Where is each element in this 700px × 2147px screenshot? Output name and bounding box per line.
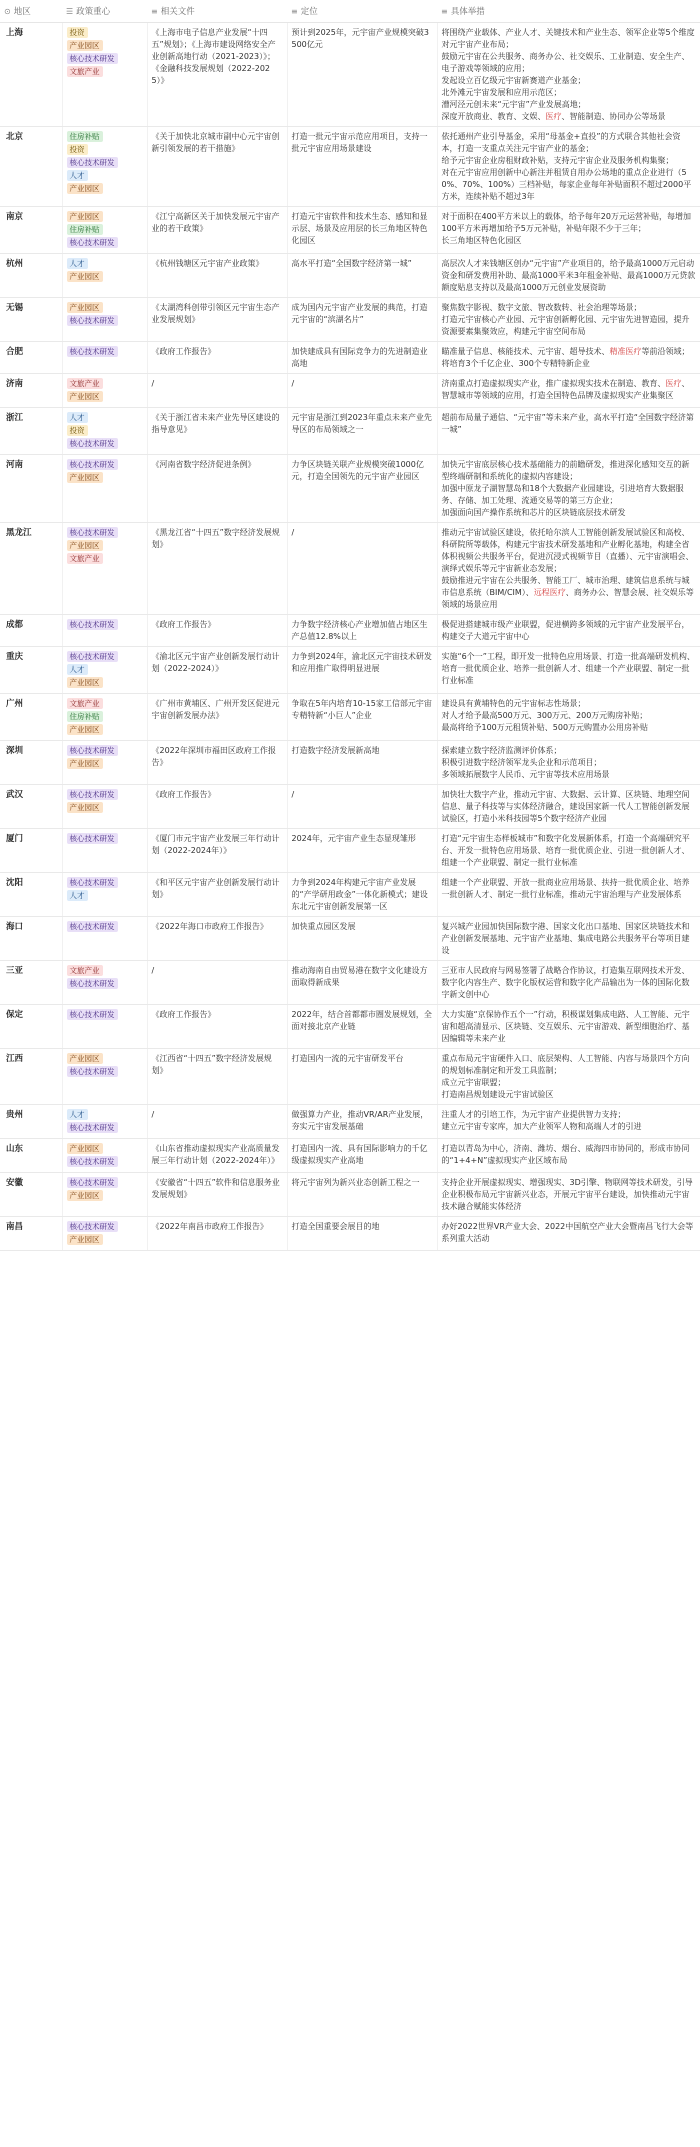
policy-tag: 核心技术研发	[67, 346, 118, 357]
policy-tag: 核心技术研发	[67, 1221, 118, 1232]
focus-cell[interactable]	[62, 961, 147, 1005]
table-header-row	[0, 0, 700, 23]
focus-cell[interactable]	[62, 741, 147, 785]
region-column-header[interactable]: ⊙ 地区	[0, 0, 62, 23]
measures-column-header[interactable]: ≡ 具体举措	[437, 0, 700, 23]
docs-cell[interactable]: 《和平区元宇宙产业创新发展行动计划》	[147, 873, 287, 917]
measures-cell[interactable]	[437, 1217, 700, 1251]
table-row[interactable]	[0, 1173, 700, 1217]
docs-cell[interactable]: 《广州市黄埔区、广州开发区促进元宇宙创新发展办法》	[147, 694, 287, 741]
measure-line: 复兴城产业园加快国际数字港、国家文化出口基地、国家区块链技术和产业创新发展基地、元宇宙产业基地、集成电路公共服务平台等项目建设	[441, 922, 690, 955]
policy-tag: 核心技术研发	[67, 1009, 118, 1020]
measure-line: 成立元宇宙联盟；	[441, 1078, 506, 1087]
policy-tag: 核心技术研发	[67, 619, 118, 630]
docs-cell[interactable]: /	[147, 1105, 287, 1139]
policy-tag: 投资	[67, 27, 88, 38]
focus-cell[interactable]	[62, 127, 147, 207]
docs-cell[interactable]: 《2022年南昌市政府工作报告》	[147, 1217, 287, 1251]
position-cell[interactable]: 预计到2025年，元宇宙产业规模突破3500亿元	[287, 23, 437, 127]
region-cell[interactable]: 黑龙江	[0, 523, 62, 615]
measure-line: 推动元宇宙试验区建设，依托哈尔滨人工智能创新发展试验区和高校、科研院所等载体，构建元宇宙技术研发基地和产业孵化基地，构建全省体积视频公共服务平台，促进沉浸式视频节目（直播）、元宇宙演唱会、演绎式娱乐等元宇宙新业态发展；	[441, 528, 694, 573]
measures-cell[interactable]	[437, 647, 700, 694]
policy-tag: 核心技术研发	[67, 315, 118, 326]
position-cell[interactable]: 加快建成具有国际竞争力的先进制造业高地	[287, 342, 437, 374]
measure-line: 超前布局量子通信、“元宇宙”等未来产业，高水平打造“全国数字经济第一城”	[441, 413, 694, 434]
table-row[interactable]	[0, 1105, 700, 1139]
policy-tag: 产业园区	[67, 677, 103, 688]
region-cell[interactable]: 杭州	[0, 254, 62, 298]
focus-cell[interactable]	[62, 647, 147, 694]
policy-tag: 核心技术研发	[67, 833, 118, 844]
docs-cell[interactable]: 《河南省数字经济促进条例》	[147, 455, 287, 523]
table-row[interactable]	[0, 961, 700, 1005]
docs-column-header[interactable]: ≡ 相关文件	[147, 0, 287, 23]
region-cell[interactable]: 广州	[0, 694, 62, 741]
region-cell[interactable]: 安徽	[0, 1173, 62, 1217]
focus-cell[interactable]	[62, 298, 147, 342]
docs-cell[interactable]: 《杭州钱塘区元宇宙产业政策》	[147, 254, 287, 298]
highlighted-term: 医疗	[545, 112, 562, 121]
measure-line: 最高将给予100万元租赁补贴、500万元购置办公用房补贴	[441, 723, 649, 732]
position-cell[interactable]: 力争区块链关联产业规模突破1000亿元，打造全国领先的元宇宙产业园区	[287, 455, 437, 523]
policy-tag: 文旅产业	[67, 553, 103, 564]
focus-cell[interactable]	[62, 408, 147, 455]
focus-cell[interactable]	[62, 1005, 147, 1049]
position-cell[interactable]: 打造数字经济发展新高地	[287, 741, 437, 785]
measure-line: 给予元宇宙企业房租财政补贴，支持元宇宙企业及服务机构集聚；	[441, 156, 674, 165]
region-cell[interactable]: 河南	[0, 455, 62, 523]
policy-tag: 核心技术研发	[67, 745, 118, 756]
measures-cell[interactable]	[437, 127, 700, 207]
focus-cell[interactable]	[62, 917, 147, 961]
policy-tag: 核心技术研发	[67, 1177, 118, 1188]
measures-cell[interactable]	[437, 23, 700, 127]
position-cell[interactable]: 力争到2024年，渝北区元宇宙技术研发和应用推广取得明显进展	[287, 647, 437, 694]
focus-cell[interactable]	[62, 23, 147, 127]
docs-cell[interactable]: 《政府工作报告》	[147, 785, 287, 829]
focus-cell[interactable]	[62, 694, 147, 741]
highlighted-term: 远程医疗	[533, 588, 566, 597]
measure-line: 打造“元宇宙生态样板城市”和数字化发展新体系，打造一个高端研究平台、开发一批特色应用场景、培育一批优质企业、引进一批创新人才、组建一个产业联盟、制定一批行业标准	[441, 834, 690, 867]
table-row[interactable]	[0, 1005, 700, 1049]
measure-line: 瞄准量子信息、核能技术、元宇宙、超导技术、精准医疗等前沿领域；	[441, 347, 690, 356]
policy-tag: 人才	[67, 258, 88, 269]
focus-cell[interactable]	[62, 615, 147, 647]
policy-tag: 核心技术研发	[67, 789, 118, 800]
measure-line: 打造以青岛为中心，济南、潍坊、烟台、威海四市协同的，形成市协同的“1+4+N”虚拟现实产业区域布局	[441, 1144, 690, 1165]
region-cell[interactable]: 南昌	[0, 1217, 62, 1251]
table-row[interactable]	[0, 1139, 700, 1173]
position-cell[interactable]: 争取在5年内培育10-15家工信部元宇宙专精特新“小巨人”企业	[287, 694, 437, 741]
policy-tag: 产业园区	[67, 1143, 103, 1154]
measure-line: 将培育3个千亿企业、300个专精特新企业	[441, 359, 590, 368]
measures-cell[interactable]	[437, 1005, 700, 1049]
measure-line: 建设具有黄埔特色的元宇宙标志性场景；	[441, 699, 586, 708]
measure-line: 三亚市人民政府与网易签署了战略合作协议，打造集互联网技术开发、数字化内容生产、数字化版权运营和数字化产品输出为一体的国际化数字新文创中心	[441, 966, 690, 999]
table-row[interactable]	[0, 298, 700, 342]
measures-cell[interactable]	[437, 873, 700, 917]
region-cell[interactable]: 武汉	[0, 785, 62, 829]
policy-tag: 产业园区	[67, 391, 103, 402]
table-row[interactable]	[0, 127, 700, 207]
policy-tag: 文旅产业	[67, 698, 103, 709]
docs-cell[interactable]: 《太湖湾科创带引领区元宇宙生态产业发展规划》	[147, 298, 287, 342]
measures-cell[interactable]	[437, 342, 700, 374]
policy-tag: 产业园区	[67, 472, 103, 483]
docs-cell[interactable]: /	[147, 374, 287, 408]
multi-select-icon: ☰	[66, 7, 74, 16]
text-icon: ≡	[151, 7, 158, 16]
measure-line: 加快壮大数字产业，推动元宇宙、大数据、云计算、区块链、地理空间信息、量子科技等与实体经济融合，建设国家新一代人工智能创新发展试验区，打造小米科技园等5个数字经济产业园	[441, 790, 690, 823]
measure-line: 重点布局元宇宙硬件入口、底层架构、人工智能、内容与场景四个方向的规划标准制定和开发工具监制；	[441, 1054, 690, 1075]
policy-tag: 文旅产业	[67, 965, 103, 976]
position-cell[interactable]: /	[287, 374, 437, 408]
measure-line: 高层次人才来钱塘区创办“元宇宙”产业项目的，给予最高1000万元启动资金和研发费用补助、最高1000平米3年租金补贴、最高1000万元贷款额度贴息支持以及最高1000万元创业发展资助	[441, 259, 696, 292]
measure-line: 依托通州产业引导基金，采用“母基金+直投”的方式联合其他社会资本，打造一支重点关注元宇宙产业的基金；	[441, 132, 681, 153]
position-cell[interactable]: 2022年，结合首都都市圈发展规划，全面对接北京产业链	[287, 1005, 437, 1049]
measures-cell[interactable]	[437, 455, 700, 523]
position-cell[interactable]: 将元宇宙列为新兴业态创新工程之一	[287, 1173, 437, 1217]
table-row[interactable]	[0, 785, 700, 829]
focus-cell[interactable]	[62, 1049, 147, 1105]
measure-line: 鼓励元宇宙在公共服务、商务办公、社交娱乐、工业制造、安全生产、电子游戏等领域的应用；	[441, 52, 690, 73]
measures-cell[interactable]	[437, 1139, 700, 1173]
table-row[interactable]	[0, 254, 700, 298]
region-cell[interactable]: 三亚	[0, 961, 62, 1005]
measure-line: 探索建立数字经济监测评价体系；	[441, 746, 562, 755]
measures-cell[interactable]	[437, 1105, 700, 1139]
measure-line: 长三角地区特色化园区	[441, 236, 522, 245]
position-cell[interactable]: 力争到2024年构建元宇宙产业发展的“产学研用政金”一体化新模式；建设东北元宇宙创新发展第一区	[287, 873, 437, 917]
measure-line: 漕河泾元创未来“元宇宙”产业发展高地；	[441, 100, 586, 109]
measures-cell[interactable]	[437, 741, 700, 785]
position-cell[interactable]: 高水平打造“全国数字经济第一城”	[287, 254, 437, 298]
docs-cell[interactable]: 《政府工作报告》	[147, 1005, 287, 1049]
focus-cell[interactable]	[62, 342, 147, 374]
region-cell[interactable]: 合肥	[0, 342, 62, 374]
table-row[interactable]	[0, 23, 700, 127]
position-cell[interactable]: 推动海南自由贸易港在数字文化建设方面取得新成果	[287, 961, 437, 1005]
text-icon: ≡	[291, 7, 298, 16]
measure-line: 鼓励推进元宇宙在公共服务、智能工厂、城市治理、建筑信息系统与城市信息系统（BIM/CIM）、远程医疗、商务办公、智慧会展、社交娱乐等领域的场景应用	[441, 576, 694, 609]
position-cell[interactable]: 做强算力产业，推动VR/AR产业发展，夯实元宇宙发展基础	[287, 1105, 437, 1139]
policy-tag: 核心技术研发	[67, 1066, 118, 1077]
measure-line: 建立元宇宙专家库，加大产业领军人物和高端人才的引进	[441, 1122, 642, 1131]
focus-cell[interactable]	[62, 1217, 147, 1251]
measure-line: 大力实施“京保协作五个一”行动，积极谋划集成电路、人工智能、元宇宙和超高清显示、区块链、交互娱乐、元宇宙游戏、新型细胞治疗、基因编辑等未来产业	[441, 1010, 690, 1043]
measures-cell[interactable]	[437, 207, 700, 254]
policy-tag: 人才	[67, 412, 88, 423]
region-cell[interactable]: 重庆	[0, 647, 62, 694]
focus-column-header[interactable]: ☰ 政策重心	[62, 0, 147, 23]
docs-cell[interactable]: 《关于浙江省未来产业先导区建设的指导意见》	[147, 408, 287, 455]
measure-line: 打造南昌规划建设元宇宙试验区	[441, 1090, 554, 1099]
position-column-header[interactable]: ≡ 定位	[287, 0, 437, 23]
table-row[interactable]	[0, 374, 700, 408]
measure-line: 积极引进数字经济领军龙头企业和示范项目；	[441, 758, 602, 767]
table-row[interactable]	[0, 873, 700, 917]
docs-cell[interactable]: 《2022年海口市政府工作报告》	[147, 917, 287, 961]
table-row[interactable]	[0, 741, 700, 785]
docs-cell[interactable]: 《政府工作报告》	[147, 615, 287, 647]
policy-tag: 住房补贴	[67, 131, 103, 142]
measure-line: 将围绕产业载体、产业人才、关键技术和产业生态、领军企业等5个维度对元宇宙产业布局；	[441, 28, 695, 49]
focus-cell[interactable]	[62, 873, 147, 917]
focus-cell[interactable]	[62, 455, 147, 523]
measure-line: 办好2022世界VR产业大会、2022中国航空产业大会暨南昌飞行大会等系列重大活动	[441, 1222, 694, 1243]
policy-tag: 产业园区	[67, 211, 103, 222]
region-cell[interactable]: 沈阳	[0, 873, 62, 917]
region-cell[interactable]: 贵州	[0, 1105, 62, 1139]
position-cell[interactable]: /	[287, 523, 437, 615]
docs-cell[interactable]: 《安徽省“十四五”软件和信息服务业发展规划》	[147, 1173, 287, 1217]
policy-tag: 核心技术研发	[67, 1156, 118, 1167]
location-icon: ⊙	[4, 7, 11, 16]
table-row[interactable]	[0, 342, 700, 374]
measure-line: 加强面向国产操作系统和芯片的区块链底层技术研发	[441, 508, 626, 517]
docs-cell[interactable]: 《厦门市元宇宙产业发展三年行动计划（2022-2024年）》	[147, 829, 287, 873]
measure-line: 极促进搭建城市级产业联盟，促进横跨多领域的元宇宙产业发展平台，构建交子大道元宇宙中心	[441, 620, 690, 641]
table-row[interactable]	[0, 694, 700, 741]
position-cell[interactable]: 力争数字经济核心产业增加值占地区生产总值12.8%以上	[287, 615, 437, 647]
region-cell[interactable]: 保定	[0, 1005, 62, 1049]
docs-cell[interactable]: 《江宁高新区关于加快发展元宇宙产业的若干政策》	[147, 207, 287, 254]
position-cell[interactable]: 2024年，元宇宙产业生态显现雏形	[287, 829, 437, 873]
focus-cell[interactable]	[62, 1173, 147, 1217]
policy-tag: 核心技术研发	[67, 1122, 118, 1133]
policy-tag: 产业园区	[67, 302, 103, 313]
table-row[interactable]	[0, 615, 700, 647]
position-cell[interactable]: 打造一批元宇宙示范应用项目，支持一批元宇宙应用场景建设	[287, 127, 437, 207]
measure-line: 支持企业开展虚拟现实、增强现实、3D引擎、物联网等技术研发，引导企业积极布局元宇宙新兴业态，开展元宇宙平台建设，加快推动元宇宙技术融合赋能实体经济	[441, 1178, 693, 1211]
focus-cell[interactable]	[62, 785, 147, 829]
focus-cell[interactable]	[62, 1139, 147, 1173]
region-cell[interactable]: 南京	[0, 207, 62, 254]
policy-tag: 住房补贴	[67, 711, 103, 722]
region-cell[interactable]: 山东	[0, 1139, 62, 1173]
policy-tag: 人才	[67, 170, 88, 181]
policy-tag: 产业园区	[67, 183, 103, 194]
region-cell[interactable]: 海口	[0, 917, 62, 961]
measure-line: 对人才给予最高500万元、300万元、200万元购房补贴；	[441, 711, 648, 720]
measure-line: 对在元宇宙应用创新中心新注并租赁自用办公场地的重点企业进行（50%、70%、100%）三档补贴，每家企业每年补贴面积不超过2000平方米，连续补贴不超过3年	[441, 168, 692, 201]
policy-tag: 产业园区	[67, 1234, 103, 1245]
policy-tag: 核心技术研发	[67, 877, 118, 888]
policy-tag: 核心技术研发	[67, 651, 118, 662]
policy-tag: 产业园区	[67, 802, 103, 813]
table-body	[0, 23, 700, 1251]
table-row[interactable]	[0, 408, 700, 455]
table-row[interactable]	[0, 455, 700, 523]
policy-tag: 文旅产业	[67, 66, 103, 77]
policy-tag: 核心技术研发	[67, 921, 118, 932]
region-cell[interactable]: 无锡	[0, 298, 62, 342]
policy-tag: 投资	[67, 425, 88, 436]
region-cell[interactable]: 北京	[0, 127, 62, 207]
docs-cell[interactable]: /	[147, 961, 287, 1005]
docs-cell[interactable]: 《渝北区元宇宙产业创新发展行动计划（2022-2024）》	[147, 647, 287, 694]
position-cell[interactable]: 打造全国重要会展目的地	[287, 1217, 437, 1251]
table-row[interactable]	[0, 1049, 700, 1105]
focus-cell[interactable]	[62, 1105, 147, 1139]
docs-cell[interactable]: 《江西省“十四五”数字经济发展规划》	[147, 1049, 287, 1105]
policy-tag: 产业园区	[67, 40, 103, 51]
position-cell[interactable]: 打造国内一流、具有国际影响力的千亿级虚拟现实产业高地	[287, 1139, 437, 1173]
policy-tag: 核心技术研发	[67, 459, 118, 470]
position-cell[interactable]: 成为国内元宇宙产业发展的典范，打造元宇宙的“滨湖名片”	[287, 298, 437, 342]
policy-tag: 文旅产业	[67, 378, 103, 389]
table-row[interactable]	[0, 207, 700, 254]
measures-cell[interactable]	[437, 1173, 700, 1217]
focus-cell[interactable]	[62, 374, 147, 408]
position-cell[interactable]: /	[287, 785, 437, 829]
focus-cell[interactable]	[62, 829, 147, 873]
docs-cell[interactable]: 《关于加快北京城市副中心元宇宙创新引领发展的若干措施》	[147, 127, 287, 207]
policy-tag: 产业园区	[67, 724, 103, 735]
docs-cell[interactable]: 《2022年深圳市福田区政府工作报告》	[147, 741, 287, 785]
policy-tag: 投资	[67, 144, 88, 155]
measure-line: 加强中原龙子湖智慧岛和18个大数据产业园建设，引进培育大数据服务、存储、加工处理、流通交易等的第三方企业；	[441, 484, 684, 505]
policy-tag: 核心技术研发	[67, 237, 118, 248]
measure-line: 加快元宇宙底层核心技术基础能力的前瞻研发，推进深化感知交互的新型终端研制和系统化的虚拟内容建设；	[441, 460, 690, 481]
policy-tag: 人才	[67, 1109, 88, 1120]
region-cell[interactable]: 上海	[0, 23, 62, 127]
region-cell[interactable]: 济南	[0, 374, 62, 408]
region-cell[interactable]: 江西	[0, 1049, 62, 1105]
policy-tag: 核心技术研发	[67, 438, 118, 449]
region-cell[interactable]: 深圳	[0, 741, 62, 785]
focus-cell[interactable]	[62, 254, 147, 298]
docs-cell[interactable]: 《上海市电子信息产业发展“十四五”规划》；《上海市建设网络安全产业创新高地行动（2021-2023）》；《金融科技发展规划（2022-2025）》	[147, 23, 287, 127]
measure-line: 济南重点打造虚拟现实产业，推广虚拟现实技术在制造、教育、医疗、智慧城市等领域的应用，打造全国特色品牌及虚拟现实产业集聚区	[441, 379, 690, 400]
highlighted-term: 精准医疗	[609, 347, 642, 356]
docs-cell[interactable]: 《山东省推动虚拟现实产业高质量发展三年行动计划（2022-2024年）》	[147, 1139, 287, 1173]
measures-cell[interactable]	[437, 1049, 700, 1105]
position-cell[interactable]: 打造国内一流的元宇宙研发平台	[287, 1049, 437, 1105]
measures-cell[interactable]	[437, 254, 700, 298]
measure-line: 打造元宇宙核心产业园、元宇宙创新孵化园、元宇宙先进智造园，提升资源要素集聚效应，构建元宇宙空间布局	[441, 315, 690, 336]
measures-cell[interactable]	[437, 408, 700, 455]
measure-line: 注重人才的引培工作，为元宇宙产业提供智力支持；	[441, 1110, 626, 1119]
table-row[interactable]	[0, 829, 700, 873]
policy-tag: 核心技术研发	[67, 157, 118, 168]
policy-tag: 住房补贴	[67, 224, 103, 235]
measures-cell[interactable]	[437, 961, 700, 1005]
docs-cell[interactable]: 《政府工作报告》	[147, 342, 287, 374]
policy-tag: 产业园区	[67, 540, 103, 551]
measure-line: 组建一个产业联盟、开放一批商业应用场景、扶持一批优质企业、培养一批创新人才、制定一批行业标准，推动元宇宙治理与产业发展体系	[441, 878, 690, 899]
text-icon: ≡	[441, 7, 448, 16]
policy-tag: 核心技术研发	[67, 53, 118, 64]
measures-cell[interactable]	[437, 523, 700, 615]
table-row[interactable]	[0, 917, 700, 961]
region-cell[interactable]: 浙江	[0, 408, 62, 455]
table-row[interactable]	[0, 1217, 700, 1251]
measures-cell[interactable]	[437, 615, 700, 647]
position-cell[interactable]: 打造元宇宙软件和技术生态、感知和显示层、场景及应用层的长三角地区特色化园区	[287, 207, 437, 254]
highlighted-term: 医疗	[665, 379, 682, 388]
policy-tag: 产业园区	[67, 1053, 103, 1064]
table-row[interactable]	[0, 523, 700, 615]
policy-tag: 核心技术研发	[67, 978, 118, 989]
policy-tag: 产业园区	[67, 758, 103, 769]
measure-line: 多领域拓展数字人民币、元宇宙等技术应用场景	[441, 770, 610, 779]
policy-tag: 核心技术研发	[67, 527, 118, 538]
table-row[interactable]	[0, 647, 700, 694]
policy-tag: 产业园区	[67, 271, 103, 282]
policy-tag: 产业园区	[67, 1190, 103, 1201]
measure-line: 聚焦数字影视、数字文旅、智改数转、社会治理等场景；	[441, 303, 642, 312]
measures-cell[interactable]	[437, 298, 700, 342]
position-cell[interactable]: 加快重点园区发展	[287, 917, 437, 961]
measure-line: 深度开放商业、教育、文娱、医疗、智能制造、协同办公等场景	[441, 112, 666, 121]
measures-cell[interactable]	[437, 694, 700, 741]
measures-cell[interactable]	[437, 785, 700, 829]
measures-cell[interactable]	[437, 917, 700, 961]
measure-line: 北外滩元宇宙发展和应用示范区；	[441, 88, 562, 97]
position-cell[interactable]: 元宇宙是浙江到2023年重点未来产业先导区的布局领域之一	[287, 408, 437, 455]
policy-tag: 人才	[67, 890, 88, 901]
measures-cell[interactable]	[437, 374, 700, 408]
region-cell[interactable]: 厦门	[0, 829, 62, 873]
measures-cell[interactable]	[437, 829, 700, 873]
policy-tag: 人才	[67, 664, 88, 675]
focus-cell[interactable]	[62, 207, 147, 254]
focus-cell[interactable]	[62, 523, 147, 615]
region-cell[interactable]: 成都	[0, 615, 62, 647]
measure-line: 发起设立百亿级元宇宙新赛道产业基金；	[441, 76, 586, 85]
measure-line: 对于面积在400平方米以上的载体，给予每年20万元运营补贴，每增加100平方米再增加给予5万元补贴，补贴年限不少于三年；	[441, 212, 691, 233]
measure-line: 实施“6个一”工程，即开发一批特色应用场景、打造一批高端研发机构、培育一批优质企业、培养一批创新人才、组建一个产业联盟、制定一批行业标准	[441, 652, 695, 685]
docs-cell[interactable]: 《黑龙江省“十四五”数字经济发展规划》	[147, 523, 287, 615]
